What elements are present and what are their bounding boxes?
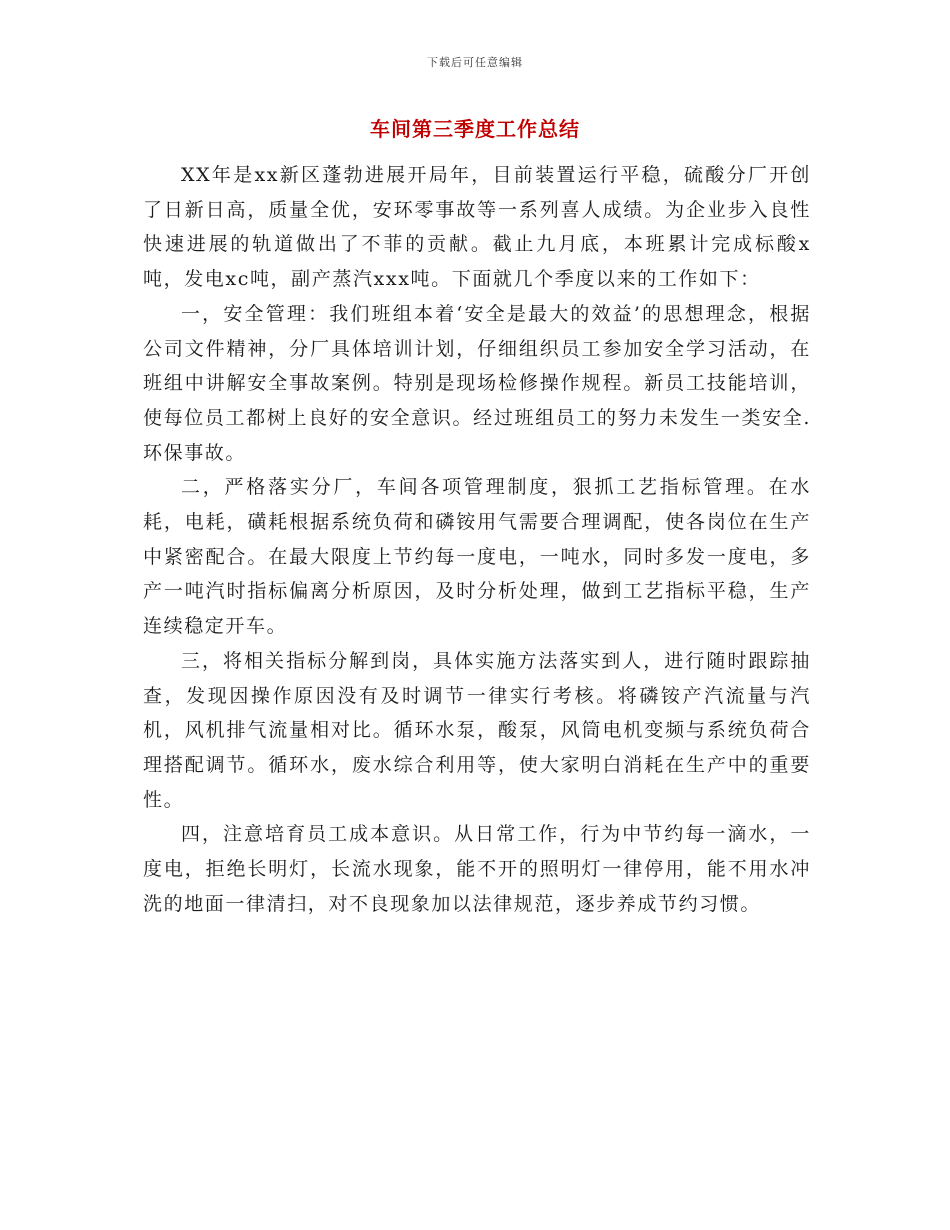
paragraph-intro: XX年是xx新区蓬勃进展开局年，目前装置运行平稳，硫酸分厂开创了日新日高，质量全优，安环零事故等一系列喜人成绩。为企业步入良性快速进展的轨道做出了不菲的贡献。截止九月底，本班累计完成标酸x吨，发电xc吨，副产蒸汽xxx吨。下面就几个季度以来的工作如下： (143, 164, 811, 291)
document-body (143, 158, 811, 921)
document-title: 车间第三季度工作总结 (370, 117, 580, 141)
paragraph-management-system: 二，严格落实分厂，车间各项管理制度，狠抓工艺指标管理。在水耗，电耗，磺耗根据系统负荷和磷铵用气需要合理调配，使各岗位在生产中紧密配合。在最大限度上节约每一度电，一吨水，同时多发一度电，多产一吨汽时指标偏离分析原因，及时分析处理，做到工艺指标平稳，生产连续稳定开车。 (143, 476, 811, 638)
paragraph-safety-management: 一，安全管理：我们班组本着‘安全是最大的效益’的思想理念，根据公司文件精神，分厂具体培训计划，仔细组织员工参加安全学习活动，在班组中讲解安全事故案例。特别是现场检修操作规程。新员工技能培训，使每位员工都树上良好的安全意识。经过班组员工的努力未发生一类安全.环保事故。 (143, 302, 811, 464)
paragraph-indicator-breakdown: 三，将相关指标分解到岗，具体实施方法落实到人，进行随时跟踪抽查，发现因操作原因没有及时调节一律实行考核。将磷铵产汽流量与汽机，风机排气流量相对比。循环水泵，酸泵，风筒电机变频与系统负荷合理搭配调节。循环水，废水综合利用等，使大家明白消耗在生产中的重要性。 (143, 649, 811, 811)
paragraph-cost-awareness: 四，注意培育员工成本意识。从日常工作，行为中节约每一滴水，一度电，拒绝长明灯，长流水现象，能不开的照明灯一律停用，能不用水冲洗的地面一律清扫，对不良现象加以法律规范，逐步养成节约习惯。 (143, 823, 811, 915)
header-note: 下载后可任意编辑 (427, 56, 523, 69)
